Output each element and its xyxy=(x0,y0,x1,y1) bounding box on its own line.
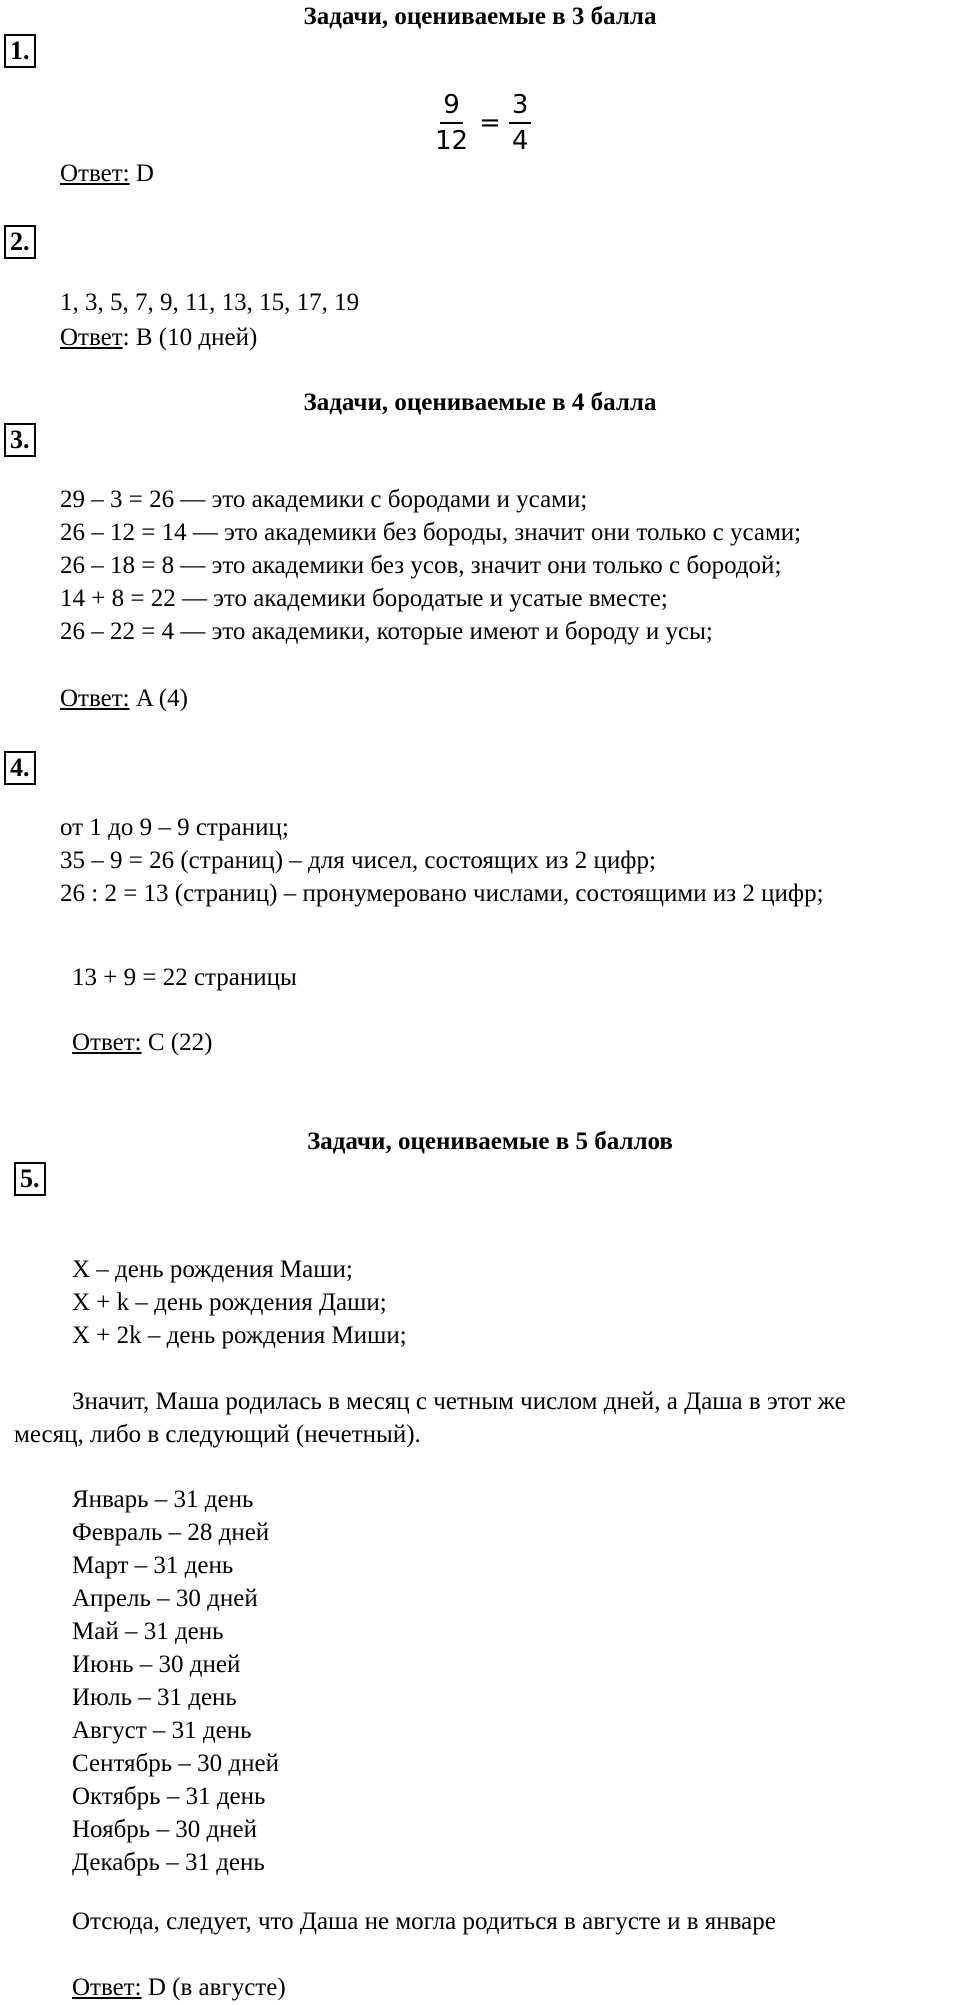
task-5-conclusion: Отсюда, следует, что Даша не могла родиться в августе и в январе xyxy=(72,1908,776,1935)
fraction-equals-sign: = xyxy=(479,107,501,138)
fraction-left-numerator: 9 xyxy=(440,90,463,124)
task-3-line: 14 + 8 = 22 — это академики бородатые и усатые вместе; xyxy=(60,585,668,612)
task-3-line: 26 – 12 = 14 — это академики без бороды, значит они только с усами; xyxy=(60,519,802,546)
section-heading-3-points: Задачи, оцениваемые в 3 балла xyxy=(303,3,657,30)
answer-value: D xyxy=(129,160,154,187)
task-5-line: X + k – день рождения Даши; xyxy=(72,1289,387,1316)
answer-value: C (22) xyxy=(141,1029,213,1056)
answer-label: Ответ: xyxy=(60,685,130,712)
task-2-answer xyxy=(60,321,257,354)
task-5-line: X – день рождения Маши; xyxy=(72,1256,353,1283)
month-item: Ноябрь – 30 дней xyxy=(72,1816,258,1843)
answer-label: Ответ: xyxy=(72,1029,142,1056)
fraction-left xyxy=(432,90,471,156)
task-number-2: 2. xyxy=(4,225,36,259)
task-4-solution xyxy=(60,811,824,910)
task-5-answer xyxy=(72,1971,286,2004)
task-number-4: 4. xyxy=(4,751,36,785)
task-5-month-list xyxy=(72,1483,279,1879)
task-3-solution xyxy=(60,483,801,648)
fraction-left-denominator: 12 xyxy=(435,126,469,156)
section-heading-4-points: Задачи, оцениваемые в 4 балла xyxy=(303,389,657,416)
fraction-equation xyxy=(432,90,531,156)
task-5-line: X + 2k – день рождения Миши; xyxy=(72,1322,407,1349)
task-5-paragraph-line-1: Значит, Маша родилась в месяц с четным числом дней, а Даша в этот же xyxy=(72,1388,846,1415)
task-2-sequence: 1, 3, 5, 7, 9, 11, 13, 15, 17, 19 xyxy=(60,289,360,316)
month-item: Октябрь – 31 день xyxy=(72,1783,266,1810)
month-item: Январь – 31 день xyxy=(72,1486,254,1513)
month-item: Июнь – 30 дней xyxy=(72,1651,241,1678)
month-item: Март – 31 день xyxy=(72,1552,234,1579)
task-4-result: 13 + 9 = 22 страницы xyxy=(72,964,297,991)
task-3-line: 26 – 18 = 8 — это академики без усов, значит они только с бородой; xyxy=(60,552,782,579)
fraction-right-denominator: 4 xyxy=(511,126,529,156)
answer-value: : B (10 дней) xyxy=(122,324,258,351)
task-3-line: 29 – 3 = 26 — это академики с бородами и усами; xyxy=(60,486,588,513)
answer-label: Ответ: xyxy=(60,160,130,187)
fraction-right xyxy=(509,90,532,156)
task-number-1: 1. xyxy=(4,34,36,68)
task-4-line: 35 – 9 = 26 (страниц) – для чисел, состоящих из 2 цифр; xyxy=(60,847,656,874)
month-item: Февраль – 28 дней xyxy=(72,1519,270,1546)
task-3-line: 26 – 22 = 4 — это академики, которые имеют и бороду и усы; xyxy=(60,618,713,645)
task-5-paragraph-line-2: месяц, либо в следующий (нечетный). xyxy=(14,1421,421,1448)
task-4-line: 26 : 2 = 13 (страниц) – пронумеровано числами, состоящими из 2 цифр; xyxy=(60,880,824,907)
answer-value: D (в августе) xyxy=(141,1974,286,2001)
month-item: Август – 31 день xyxy=(72,1717,252,1744)
task-5-definitions xyxy=(72,1253,407,1352)
task-4-line: от 1 до 9 – 9 страниц; xyxy=(60,814,289,841)
answer-value: A (4) xyxy=(129,685,188,712)
task-3-answer xyxy=(60,682,188,715)
answer-label: Ответ xyxy=(60,324,123,351)
month-item: Декабрь – 31 день xyxy=(72,1849,265,1876)
month-item: Апрель – 30 дней xyxy=(72,1585,258,1612)
section-heading-5-points: Задачи, оцениваемые в 5 баллов xyxy=(307,1128,673,1155)
task-number-3: 3. xyxy=(4,423,36,457)
month-item: Сентябрь – 30 дней xyxy=(72,1750,279,1777)
month-item: Май – 31 день xyxy=(72,1618,224,1645)
task-number-5: 5. xyxy=(14,1162,46,1196)
fraction-right-numerator: 3 xyxy=(509,90,532,124)
task-4-answer xyxy=(72,1026,212,1059)
month-item: Июль – 31 день xyxy=(72,1684,237,1711)
task-1-answer xyxy=(60,157,154,190)
answer-label: Ответ: xyxy=(72,1974,142,2001)
